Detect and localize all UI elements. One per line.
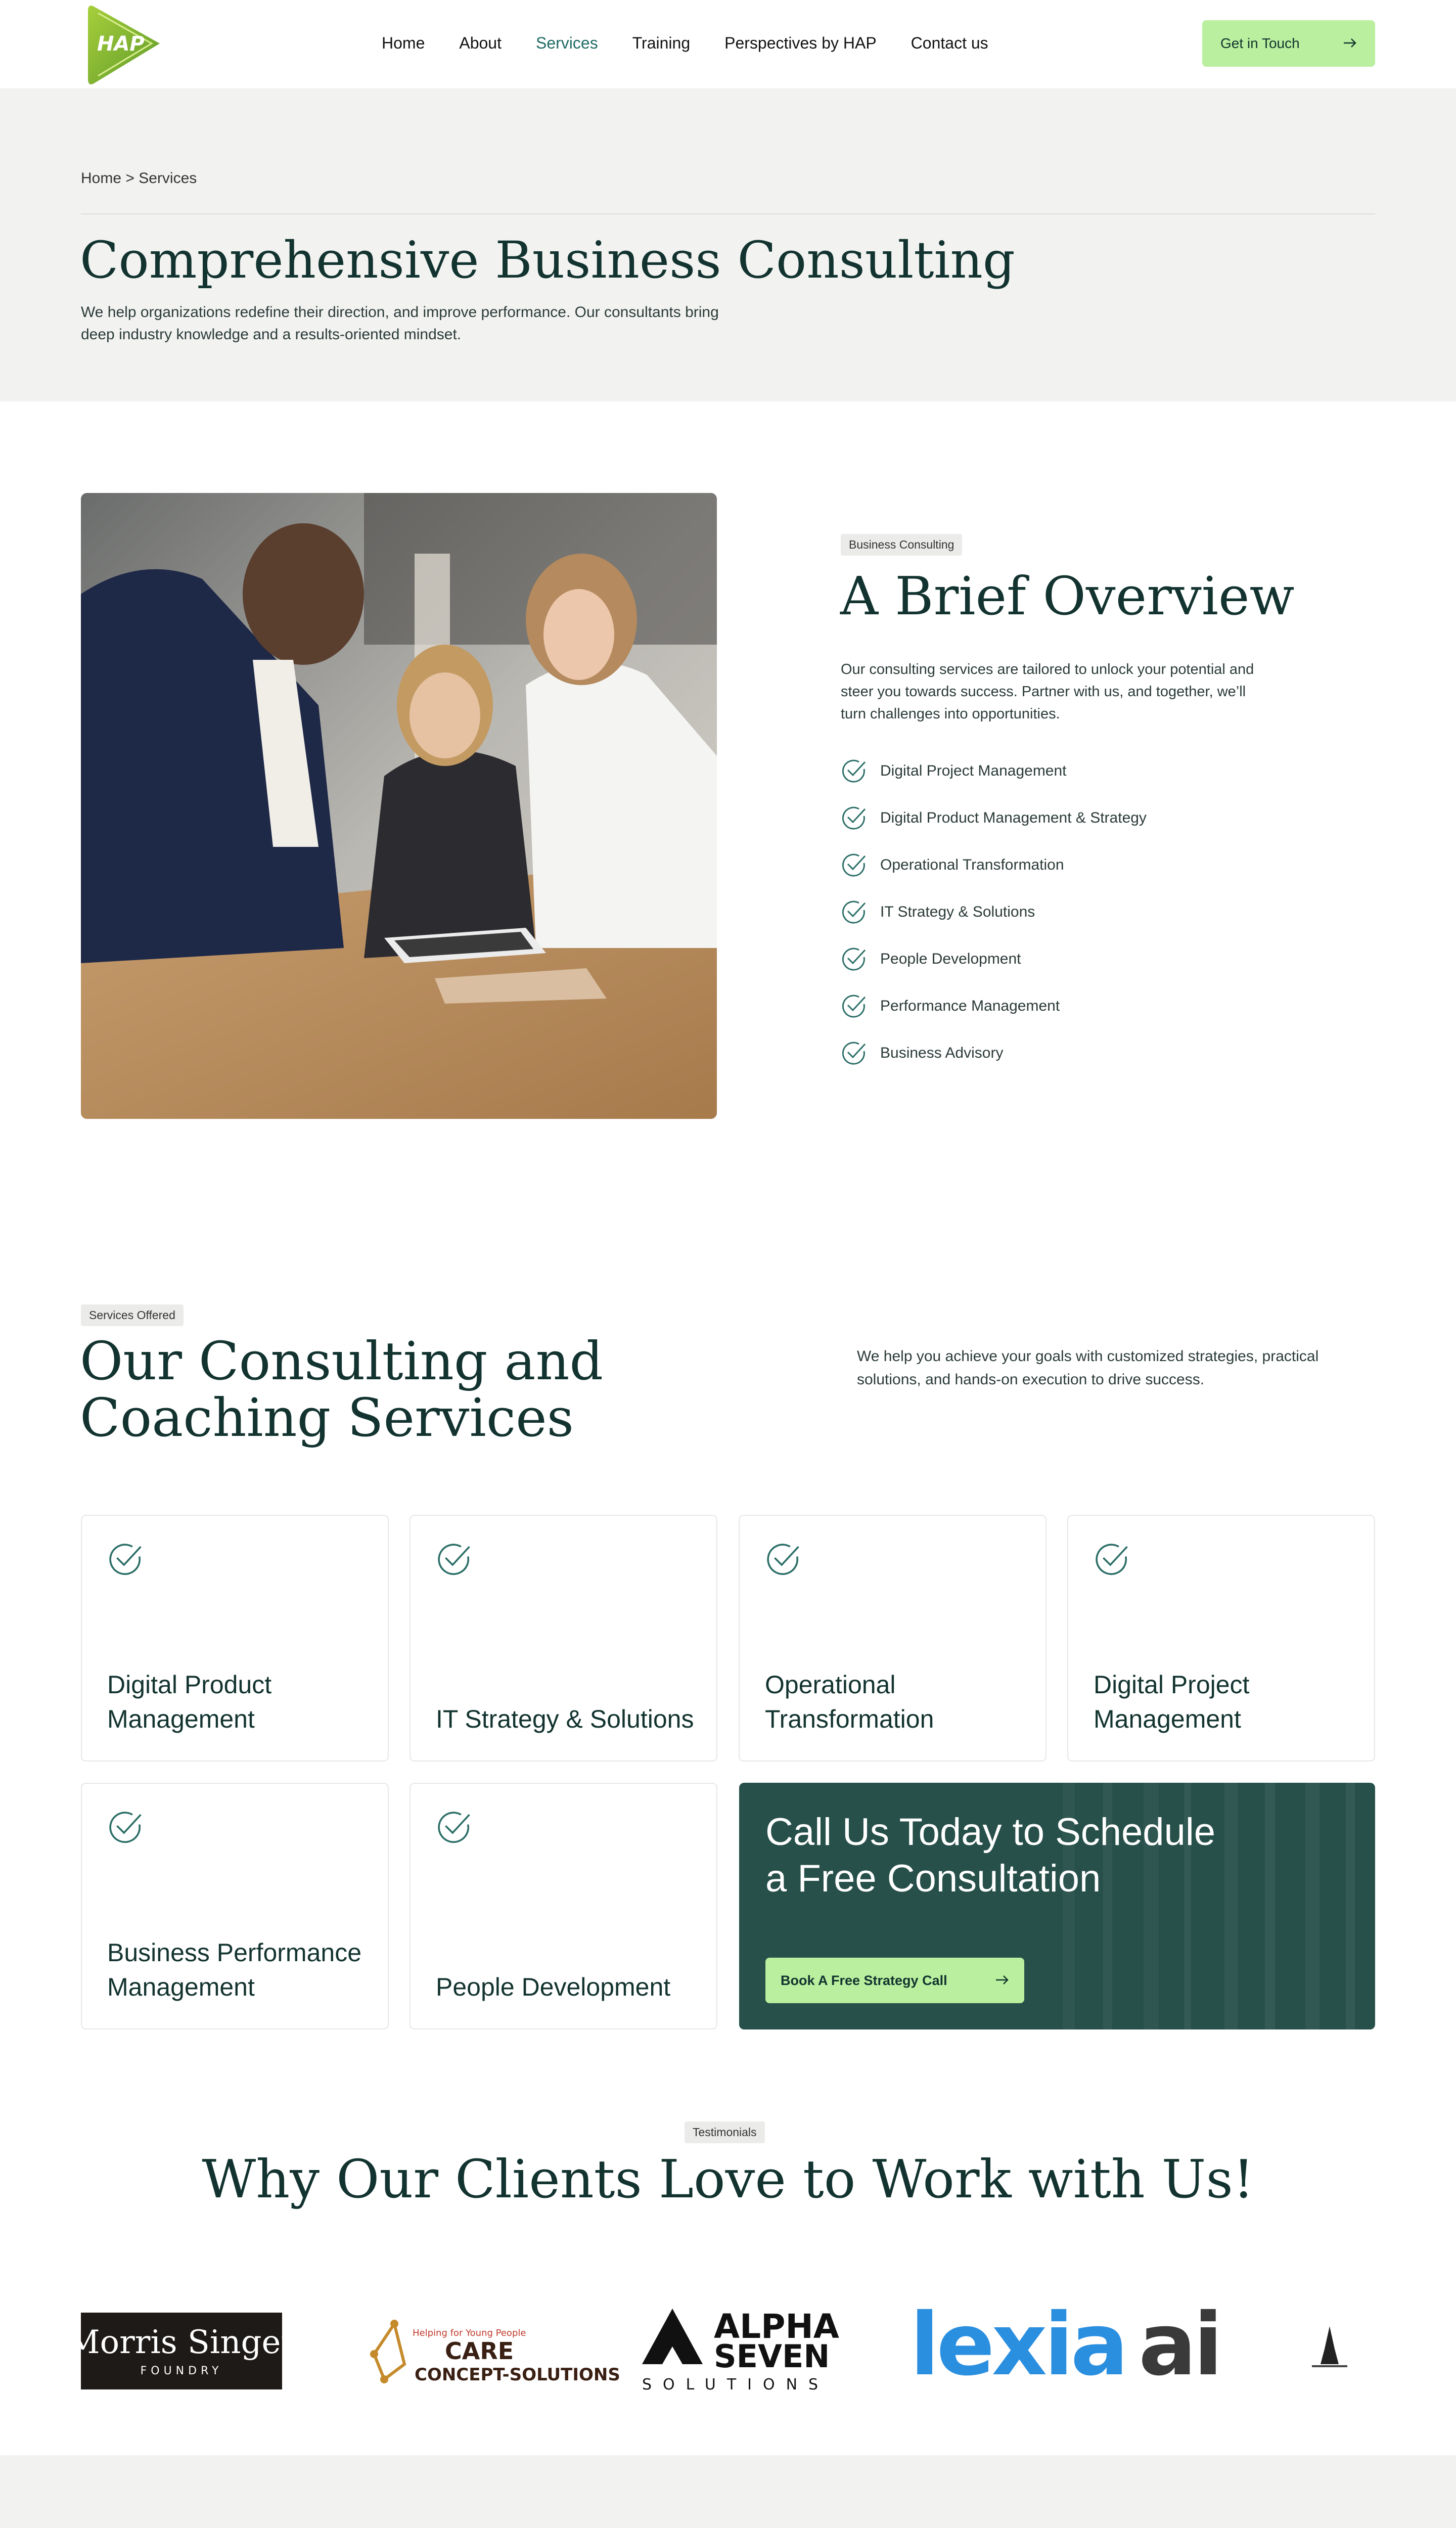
main-nav: [382, 31, 1023, 55]
check-circle-icon: [841, 899, 867, 925]
service-card-label: Digital Project Management: [1094, 1671, 1250, 1733]
team-meeting-photo: [81, 493, 717, 1119]
service-card[interactable]: [410, 1515, 717, 1762]
check-circle-icon: [841, 852, 867, 878]
client-logos: [0, 2298, 1456, 2395]
page-title: Comprehensive Business Consulting: [80, 231, 1015, 290]
lexia-ai-logo: [910, 2298, 1220, 2395]
breadcrumb[interactable]: Home > Services: [81, 170, 197, 187]
svg-text:Helping for Young People: Helping for Young People: [413, 2328, 526, 2338]
check-circle-icon: [1094, 1541, 1130, 1577]
arrow-right-icon: [995, 1973, 1009, 1989]
service-card[interactable]: [1067, 1515, 1375, 1762]
overview-title: A Brief Overview: [840, 565, 1295, 627]
get-in-touch-button[interactable]: [1202, 20, 1375, 67]
check-circle-icon: [841, 946, 867, 972]
book-strategy-call-button[interactable]: [765, 1958, 1024, 2003]
service-card[interactable]: [81, 1515, 389, 1762]
service-card-label: People Development: [436, 1973, 671, 2001]
check-circle-icon: [841, 993, 867, 1019]
subscribe-section: [0, 2455, 1456, 2528]
svg-text:HAP: HAP: [97, 32, 145, 56]
svg-text:lexia: lexia: [910, 2298, 1126, 2395]
get-in-touch-label: Get in Touch: [1220, 35, 1300, 51]
service-card[interactable]: [410, 1783, 717, 2029]
svg-text:Morris Singer: Morris Singer: [67, 2324, 296, 2361]
services-tag: Services Offered: [81, 1304, 184, 1326]
service-card-label: Business Performance Management: [107, 1938, 362, 2001]
care-concept-logo: [370, 2320, 620, 2385]
alpha-seven-logo: [642, 2307, 839, 2394]
svg-text:FOUNDRY: FOUNDRY: [140, 2365, 223, 2377]
check-circle-icon: [841, 758, 867, 784]
check-circle-icon: [436, 1541, 472, 1577]
list-item: Digital Product Management & Strategy: [841, 794, 1147, 841]
check-circle-icon: [841, 805, 867, 831]
arrow-right-icon: [1343, 35, 1357, 52]
services-title: Our Consulting and Coaching Services: [80, 1330, 604, 1449]
svg-text:SEVEN: SEVEN: [714, 2338, 830, 2375]
nav-services[interactable]: Services: [535, 34, 598, 52]
testimonials-title: Why Our Clients Love to Work with Us!: [202, 2148, 1254, 2210]
list-item: Business Advisory: [841, 1029, 1147, 1076]
nav-about[interactable]: About: [459, 34, 502, 52]
svg-text:CARE: CARE: [445, 2337, 514, 2365]
service-card-label: IT Strategy & Solutions: [436, 1705, 694, 1733]
service-card[interactable]: [739, 1515, 1046, 1762]
svg-text:ALPHA: ALPHA: [714, 2307, 839, 2346]
svg-text:CONCEPT-SOLUTIONS: CONCEPT-SOLUTIONS: [415, 2365, 620, 2385]
morris-singer-logo: [67, 2313, 296, 2389]
list-item: IT Strategy & Solutions: [841, 888, 1147, 935]
service-card-label: Digital Product Management: [107, 1671, 272, 1733]
overview-tag: Business Consulting: [841, 534, 962, 556]
service-card-label: Operational Transformation: [765, 1671, 934, 1733]
tower-logo: [1312, 2326, 1347, 2367]
check-circle-icon: [436, 1809, 472, 1845]
list-item: Digital Project Management: [841, 747, 1147, 794]
testimonials-tag: Testimonials: [685, 2121, 765, 2143]
nav-home[interactable]: Home: [382, 34, 425, 52]
service-card[interactable]: [81, 1783, 389, 2029]
book-strategy-call-label: Book A Free Strategy Call: [781, 1972, 947, 1988]
services-description: We help you achieve your goals with customized strategies, practical solutions, and hands-on execution to drive success.: [857, 1348, 1319, 1388]
hero-section: [0, 89, 1456, 401]
overview-description: Our consulting services are tailored to unlock your potential and steer you towards success. Partner with us, and together, we’ll turn challenges into opportunities.: [841, 661, 1254, 722]
hero-description: We help organizations redefine their direction, and improve performance. Our consultants bring deep industry knowledge and a results-oriented mindset.: [81, 304, 719, 343]
nav-contact[interactable]: Contact us: [911, 34, 988, 52]
check-circle-icon: [841, 1040, 867, 1066]
nav-perspectives[interactable]: Perspectives by HAP: [724, 34, 877, 52]
consultation-cta: [739, 1783, 1375, 2029]
list-item: People Development: [841, 935, 1147, 982]
nav-training[interactable]: Training: [632, 34, 691, 52]
overview-list: [841, 747, 1147, 1076]
list-item: Performance Management: [841, 982, 1147, 1029]
svg-text:SOLUTIONS: SOLUTIONS: [642, 2376, 830, 2394]
hap-logo[interactable]: [81, 0, 177, 89]
cta-title: Call Us Today to Schedule a Free Consultation: [765, 1811, 1215, 1900]
check-circle-icon: [765, 1541, 801, 1577]
list-item: Operational Transformation: [841, 841, 1147, 888]
svg-text:ai: ai: [1139, 2298, 1220, 2395]
check-circle-icon: [107, 1809, 144, 1845]
check-circle-icon: [107, 1541, 144, 1577]
site-header: [0, 0, 1456, 89]
hero-divider: [81, 213, 1375, 214]
